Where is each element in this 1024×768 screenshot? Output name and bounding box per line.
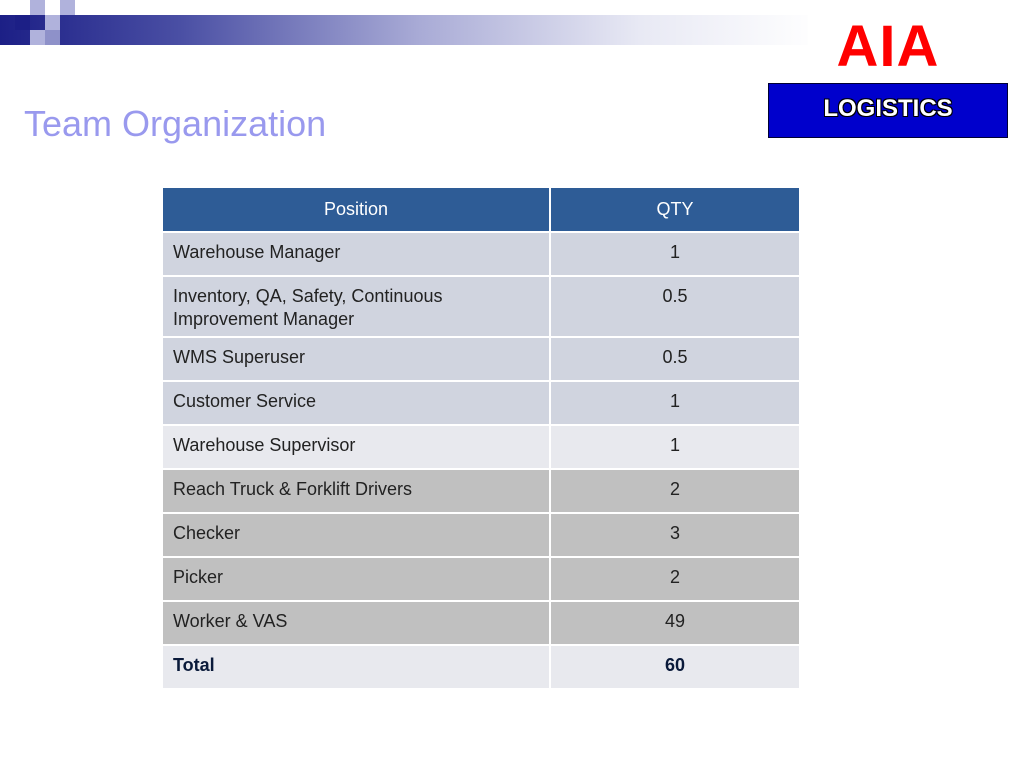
- table-row: [162, 469, 800, 513]
- decorative-square: [45, 15, 60, 30]
- total-qty: 60: [550, 645, 800, 689]
- logo-box: [768, 83, 1008, 138]
- position-cell: WMS Superuser: [162, 337, 550, 381]
- table-row: [162, 513, 800, 557]
- position-cell: Reach Truck & Forklift Drivers: [162, 469, 550, 513]
- logo-subtitle: LOGISTICS: [823, 94, 953, 122]
- decorative-square: [15, 15, 30, 30]
- total-label: Total: [162, 645, 550, 689]
- qty-cell: 1: [550, 232, 800, 276]
- decorative-square: [45, 30, 60, 45]
- qty-cell: 2: [550, 557, 800, 601]
- table-row: [162, 337, 800, 381]
- table-row: [162, 601, 800, 645]
- qty-cell: 2: [550, 469, 800, 513]
- table-row: [162, 381, 800, 425]
- decorative-square: [60, 0, 75, 15]
- header-qty: QTY: [550, 187, 800, 232]
- table-row: [162, 276, 800, 337]
- header-position: Position: [162, 187, 550, 232]
- position-cell: Customer Service: [162, 381, 550, 425]
- qty-cell: 1: [550, 425, 800, 469]
- table-row: [162, 557, 800, 601]
- position-cell: Picker: [162, 557, 550, 601]
- decorative-square: [30, 30, 45, 45]
- position-cell: Checker: [162, 513, 550, 557]
- table-header-row: [162, 187, 800, 232]
- qty-cell: 0.5: [550, 337, 800, 381]
- table-row: [162, 232, 800, 276]
- team-table: [161, 186, 801, 690]
- total-row: [162, 645, 800, 689]
- qty-cell: 3: [550, 513, 800, 557]
- qty-cell: 0.5: [550, 276, 800, 337]
- position-cell: Inventory, QA, Safety, Continuous Improvement Manager: [162, 276, 550, 337]
- position-cell: Worker & VAS: [162, 601, 550, 645]
- decorative-square: [30, 0, 45, 15]
- position-cell: Warehouse Supervisor: [162, 425, 550, 469]
- table-row: [162, 425, 800, 469]
- page-title: Team Organization: [24, 103, 327, 144]
- logo-brand: AIA: [836, 14, 940, 79]
- qty-cell: 1: [550, 381, 800, 425]
- qty-cell: 49: [550, 601, 800, 645]
- position-cell: Warehouse Manager: [162, 232, 550, 276]
